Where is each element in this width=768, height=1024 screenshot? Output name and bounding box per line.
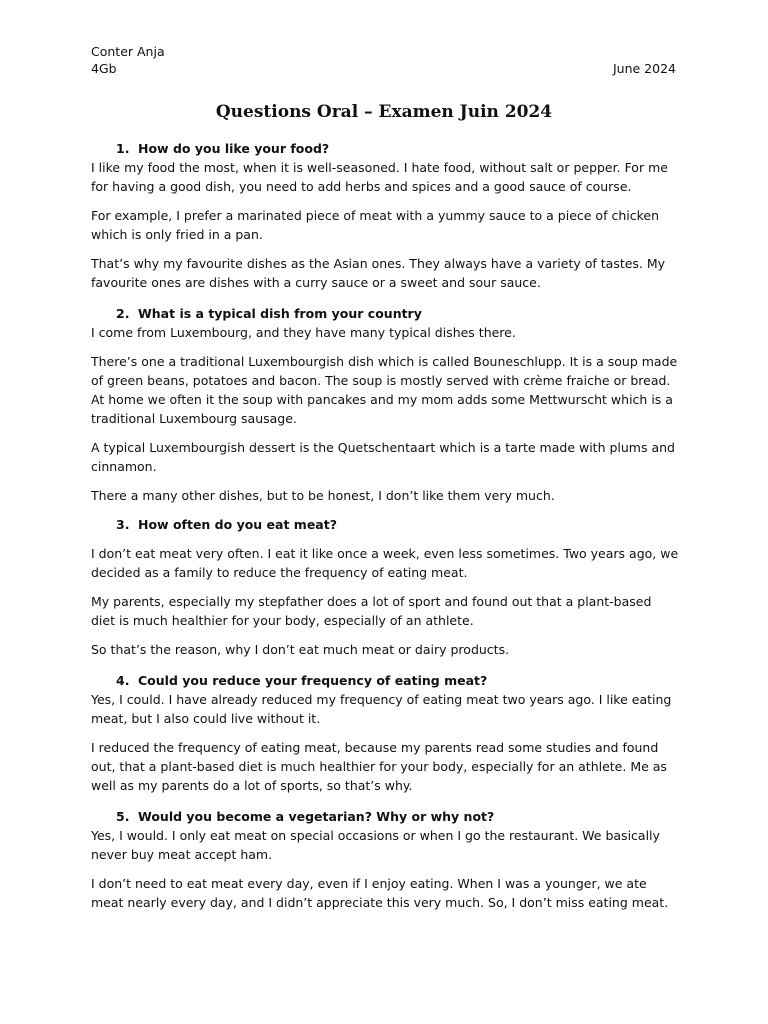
- answer-paragraph: Yes, I would. I only eat meat on special occasions or when I go the restaurant. We basically never buy meat accept ham.: [91, 828, 660, 862]
- answer-paragraph: There’s one a traditional Luxembourgish dish which is called Bouneschlupp. It is a soup made of green beans, potatoes and bacon. The soup is mostly served with crème fraiche or bread. At home we often it the soup with pancakes and my mom adds some Mettwurscht which is a traditional Luxembourg sausage.: [91, 354, 678, 426]
- header-block: [91, 43, 165, 77]
- answer-paragraph: So that’s the reason, why I don’t eat much meat or dairy products.: [91, 642, 510, 657]
- answer-paragraph: There a many other dishes, but to be honest, I don’t like them very much.: [91, 488, 555, 503]
- question-heading: [91, 139, 679, 158]
- question-text: Would you become a vegetarian? Why or why not?: [138, 809, 495, 824]
- question-number: 2.: [116, 306, 130, 321]
- answer-paragraph: I reduced the frequency of eating meat, because my parents read some studies and found out, that a plant-based diet is much healthier for your body, especially for an athlete. Me as well as my parents do a lot of sports, so that’s why.: [91, 740, 667, 793]
- author-name: Conter Anja: [91, 44, 165, 59]
- section-3: [91, 515, 679, 659]
- answer-paragraph: For example, I prefer a marinated piece of meat with a yummy sauce to a piece of chicken which is only fried in a pan.: [91, 208, 659, 242]
- answer-paragraph: I don’t need to eat meat every day, even if I enjoy eating. When I was a younger, we ate meat nearly every day, and I didn’t appreciate this very much. So, I don’t miss eating meat.: [91, 876, 669, 910]
- question-heading: [91, 807, 679, 826]
- document-title: Questions Oral – Examen Juin 2024: [215, 102, 553, 122]
- answer-paragraph: A typical Luxembourgish dessert is the Quetschentaart which is a tarte made with plums and cinnamon.: [91, 440, 675, 474]
- section-1: [91, 139, 679, 292]
- document-body: [91, 139, 679, 922]
- question-text: What is a typical dish from your country: [138, 306, 422, 321]
- answer-paragraph: I don’t eat meat very often. I eat it like once a week, even less sometimes. Two years ago, we decided as a family to reduce the frequency of eating meat.: [91, 546, 679, 580]
- section-4: [91, 671, 679, 795]
- class-label: 4Gb: [91, 61, 117, 76]
- question-heading: [91, 515, 679, 534]
- question-text: How often do you eat meat?: [138, 517, 337, 532]
- question-number: 3.: [116, 517, 130, 532]
- section-5: [91, 807, 679, 912]
- answer-paragraph: I like my food the most, when it is well-seasoned. I hate food, without salt or pepper. For me for having a good dish, you need to add herbs and spices and a good sauce of course.: [91, 160, 668, 194]
- question-number: 5.: [116, 809, 130, 824]
- answer-paragraph: Yes, I could. I have already reduced my frequency of eating meat two years ago. I like eating meat, but I also could live without it.: [91, 692, 672, 726]
- question-text: Could you reduce your frequency of eating meat?: [138, 673, 488, 688]
- answer-paragraph: My parents, especially my stepfather does a lot of sport and found out that a plant-based diet is much healthier for your body, especially of an athlete.: [91, 594, 652, 628]
- question-number: 1.: [116, 141, 130, 156]
- header-date: June 2024: [612, 61, 676, 76]
- question-text: How do you like your food?: [138, 141, 330, 156]
- answer-paragraph: I come from Luxembourg, and they have many typical dishes there.: [91, 325, 516, 340]
- question-heading: [91, 671, 679, 690]
- question-heading: [91, 304, 679, 323]
- section-2: [91, 304, 679, 505]
- answer-paragraph: That’s why my favourite dishes as the Asian ones. They always have a variety of tastes. My favourite ones are dishes with a curry sauce or a sweet and sour sauce.: [91, 256, 666, 290]
- question-number: 4.: [116, 673, 130, 688]
